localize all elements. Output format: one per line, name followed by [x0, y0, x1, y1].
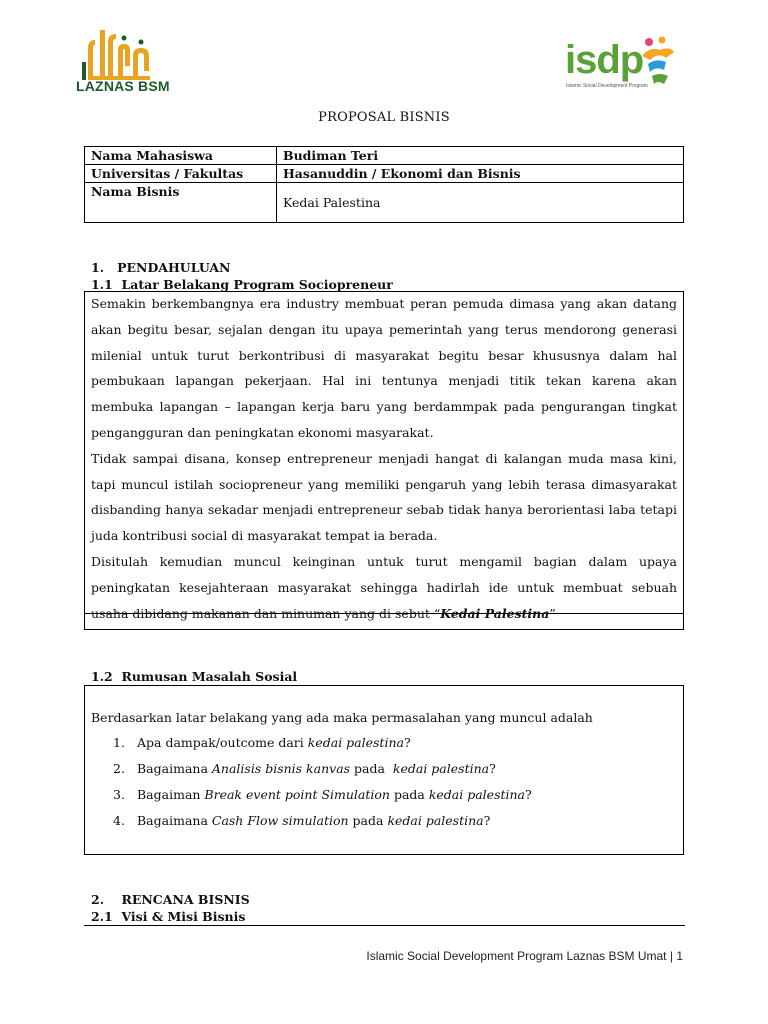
isdp-logo-figure-icon — [640, 36, 676, 88]
list-emphasis: kedai palestina — [307, 735, 404, 750]
list-text: Apa dampak/outcome dari — [137, 735, 308, 750]
laznas-logo-text: LAZNAS BSM — [76, 78, 170, 94]
list-text: Bagaiman — [137, 787, 205, 802]
isdp-logo-text: isdp — [565, 38, 644, 82]
list-emphasis: kedai palestina — [392, 761, 490, 776]
background-text — [91, 291, 677, 626]
info-label-university: Universitas / Fakultas — [85, 165, 277, 183]
business-name-emphasis: Kedai Palestina — [440, 605, 550, 621]
list-text: Bagaimana — [137, 813, 212, 828]
list-text: ? — [403, 735, 411, 750]
section-heading-pendahuluan: 1. PENDAHULUAN — [91, 260, 231, 275]
list-item — [113, 787, 532, 813]
info-label-business-name: Nama Bisnis — [85, 183, 277, 223]
table-row — [85, 165, 684, 183]
list-text: pada — [348, 813, 388, 828]
background-paragraph: Semakin berkembangnya era industry membuat peran pemuda dimasa yang akan datang akan begitu besar, sejalan dengan itu upaya pemerintah yang terus mendorong generasi milenial untuk turut berkontribusi di masyarakat begitu besar khususnya dalam hal pembukaan lapangan pekerjaan. Hal ini tentunya menjadi titik tekan karena akan membuka lapangan – lapangan kerja baru yang berdammpak pada pengurangan tingkat pengangguran dan peningkatan ekonomi masyarakat. — [91, 296, 677, 440]
list-emphasis: Break event point Simulation — [204, 787, 390, 802]
list-number: 4. — [113, 813, 125, 828]
footer-text: Islamic Social Development Program Laznas BSM Umat — [366, 949, 667, 963]
problem-intro: Berdasarkan latar belakang yang ada maka permasalahan yang muncul adalah — [91, 710, 593, 725]
page-number: 1 — [676, 949, 683, 963]
list-emphasis: kedai palestina — [387, 813, 484, 828]
background-paragraph: Tidak sampai disana, konsep entrepreneur menjadi hangat di kalangan muda masa kini, tapi muncul istilah sociopreneur yang memiliki pengaruh yang lebih terasa dimasyarakat disbanding hanya sekadar menjadi entrepreneur sebab tidak hanya berorientasi laba tetapi juda kontribusi social di masyarakat tempat ia berada. — [91, 450, 677, 544]
list-text: ? — [483, 813, 491, 828]
info-value-student-name: Budiman Teri — [277, 147, 684, 165]
footer-separator: | — [669, 949, 673, 963]
subsection-heading-vision-mission: 2.1 Visi & Misi Bisnis — [91, 909, 246, 924]
list-number: 1. — [113, 735, 125, 750]
problem-list — [113, 735, 532, 839]
info-value-business-name — [277, 183, 684, 223]
background-paragraph — [91, 549, 677, 626]
list-item — [113, 735, 532, 761]
list-emphasis: Analisis bisnis kanvas — [211, 761, 351, 776]
list-text: pada — [350, 761, 393, 776]
subsection-heading-problem: 1.2 Rumusan Masalah Sosial — [91, 669, 298, 684]
footer-divider — [84, 925, 685, 926]
isdp-logo-tagline: Islamic Social Development Program — [566, 83, 648, 89]
info-label-student-name: Nama Mahasiswa — [85, 147, 277, 165]
paragraph-text: ” — [549, 605, 556, 621]
list-emphasis: Cash Flow simulation — [211, 813, 349, 828]
table-row — [85, 183, 684, 223]
list-text: Bagaimana — [137, 761, 212, 776]
info-value-university: Hasanuddin / Ekonomi dan Bisnis — [277, 165, 684, 183]
list-item — [113, 761, 532, 787]
subsection-heading-background: 1.1 Latar Belakang Program Sociopreneur — [91, 277, 393, 292]
list-text: pada — [389, 787, 429, 802]
list-emphasis: kedai palestina — [428, 787, 526, 802]
section-heading-business-plan: 2. RENCANA BISNIS — [91, 892, 250, 907]
table-row — [85, 147, 684, 165]
list-text: ? — [489, 761, 496, 776]
list-item — [113, 813, 532, 839]
business-name-text: Kedai Palestina — [283, 195, 381, 210]
list-number: 3. — [113, 787, 125, 802]
list-text: ? — [525, 787, 532, 802]
page-footer — [366, 949, 683, 963]
info-table — [84, 146, 684, 223]
paragraph-text: Disitulah kemudian muncul keinginan untuk turut mengamil bagian dalam upaya peningkatan kesejahteraan masyarakat sehingga hadirlah ide untuk membuat sebuah usaha dibidang makanan dan minuman yang di sebut “ — [91, 553, 677, 621]
document-title: PROPOSAL BISNIS — [318, 110, 450, 125]
list-number: 2. — [113, 761, 125, 776]
